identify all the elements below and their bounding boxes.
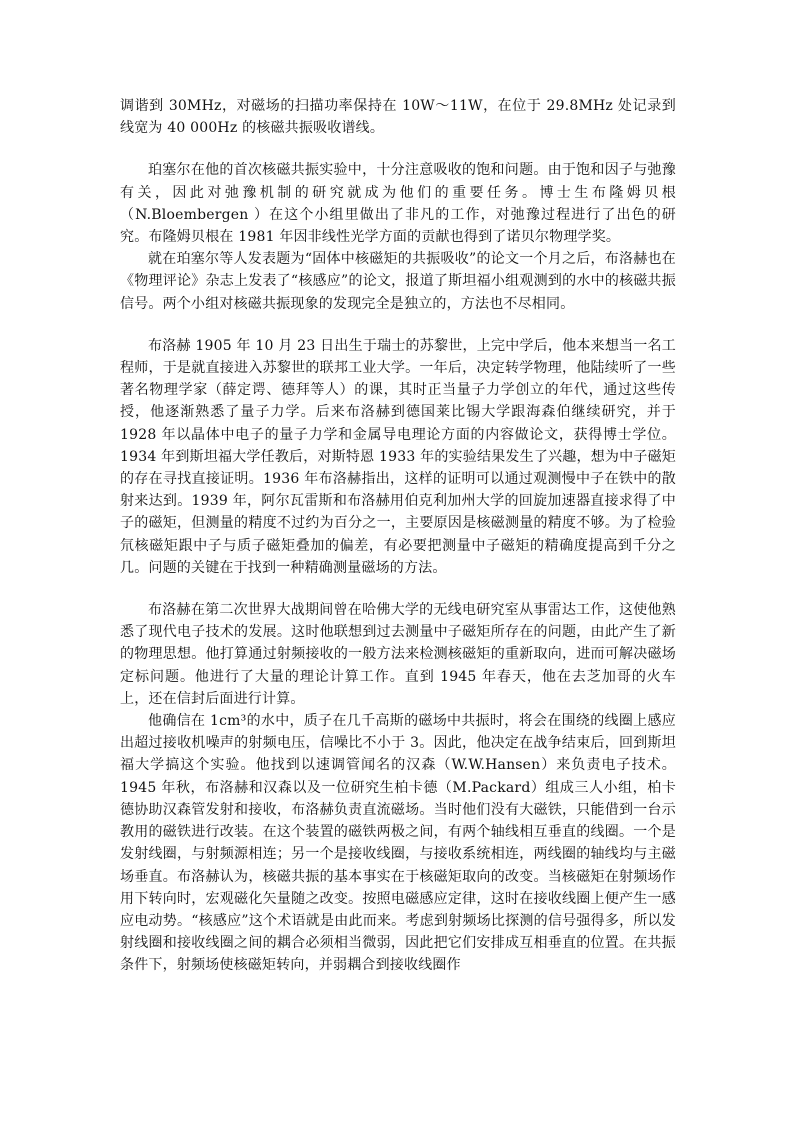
document-page (120, 95, 676, 977)
paragraph-2: 珀塞尔在他的首次核磁共振实验中，十分注意吸收的饱和问题。由于饱和因子与弛豫有关，因此对弛豫机制的研究就成为他们的重要任务。博士生布隆姆贝根（N.Bloembergen ）在这个小组里做出了非凡的工作，对弛豫过程进行了出色的研究。布隆姆贝根在 1981 年因非线性光学方面的贡献也得到了诺贝尔物理学奖。 (120, 162, 676, 246)
paragraph-5: 布洛赫在第二次世界大战期间曾在哈佛大学的无线电研究室从事雷达工作，这使他熟悉了现代电子技术的发展。这时他联想到过去测量中子磁矩所存在的问题，由此产生了新的物理思想。他打算通过射频接收的一般方法来检测核磁矩的重新取向，进而可解决磁场定标问题。他进行了大量的理论计算工作。直到 1945 年春天，他在去芝加哥的火车上，还在信封后面进行计算。 (120, 602, 676, 707)
paragraph-3: 就在珀塞尔等人发表题为“固体中核磁矩的共振吸收”的论文一个月之后，布洛赫也在《物理评论》杂志上发表了“核感应”的论文，报道了斯坦福小组观测到的水中的核磁共振信号。两个小组对核磁共振现象的发现完全是独立的，方法也不尽相同。 (120, 251, 676, 312)
paragraph-6: 他确信在 1cm³的水中，质子在几千高斯的磁场中共振时，将会在围绕的线圈上感应出超过接收机噪声的射频电压，信噪比不小于 3。因此，他决定在战争结束后，回到斯坦福大学搞这个实验。他找到以速调管闻名的汉森（W.W.Hansen）来负责电子技术。1945 年秋，布洛赫和汉森以及一位研究生柏卡德（M.Packard）组成三人小组，柏卡德协助汉森管发射和接收，布洛赫负责直流磁场。当时他们没有大磁铁，只能借到一台示教用的磁铁进行改装。在这个装置的磁铁两极之间，有两个轴线相互垂直的线圈。一个是发射线圈，与射频源相连；另一个是接收线圈，与接收系统相连，两线圈的轴线均与主磁场垂直。布洛赫认为，核磁共振的基本事实在于核磁矩取向的改变。当核磁矩在射频场作用下转向时，宏观磁化矢量随之改变。按照电磁感应定律，这时在接收线圈上便产生一感应电动势。“核感应”这个术语就是由此而来。考虑到射频场比探测的信号强得多，所以发射线圈和接收线圈之间的耦合必须相当微弱，因此把它们安排成互相垂直的位置。在共振条件下，射频场使核磁矩转向，并弱耦合到接收线圈作 (120, 713, 676, 974)
paragraph-4: 布洛赫 1905 年 10 月 23 日出生于瑞士的苏黎世，上完中学后，他本来想当一名工程师，于是就直接进入苏黎世的联邦工业大学。一年后，决定转学物理，他陆续听了一些著名物理学家（薛定谔、德拜等人）的课，其时正当量子力学创立的年代，通过这些传授，他逐渐熟悉了量子力学。后来布洛赫到德国莱比锡大学跟海森伯继续研究，并于 1928 年以晶体中电子的量子力学和金属导电理论方面的内容做论文，获得博士学位。1934 年到斯坦福大学任教后，对斯特恩 1933 年的实验结果发生了兴趣，想为中子磁矩的存在寻找直接证明。1936 年布洛赫指出，这样的证明可以通过观测慢中子在铁中的散射来达到。1939 年，阿尔瓦雷斯和布洛赫用伯克利加州大学的回旋加速器直接求得了中子的磁矩，但测量的精度不过约为百分之一，主要原因是核磁测量的精度不够。为了检验氘核磁矩跟中子与质子磁矩叠加的偏差，有必要把测量中子磁矩的精确度提高到千分之几。问题的关键在于找到一种精确测量磁场的方法。 (120, 337, 676, 576)
paragraph-1: 调谐到 30MHz，对磁场的扫描功率保持在 10W～11W，在位于 29.8MHz 处记录到线宽为 40 000Hz 的核磁共振吸收谱线。 (120, 98, 676, 137)
